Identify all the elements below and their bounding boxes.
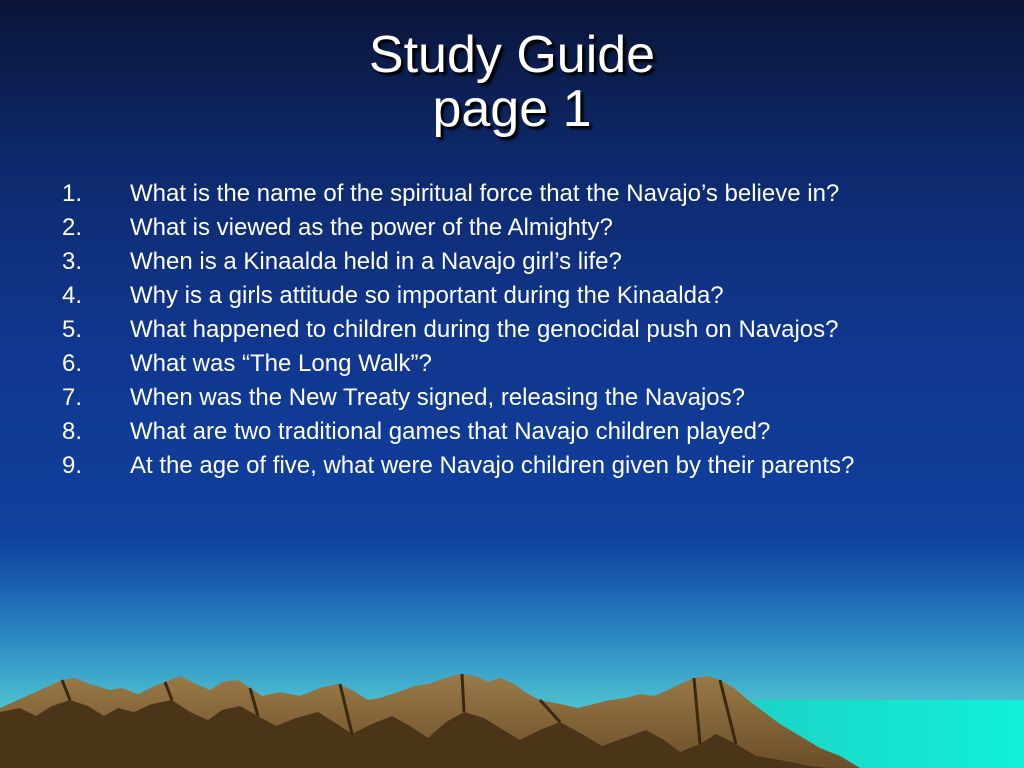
question-item — [62, 385, 962, 411]
title-line-2: page 1 — [432, 80, 592, 138]
question-number: 3. — [62, 248, 83, 275]
question-text: When was the New Treaty signed, releasing the Navajos? — [130, 384, 745, 411]
question-text: What is viewed as the power of the Almighty? — [130, 214, 613, 241]
question-item — [62, 351, 962, 377]
question-number: 5. — [62, 316, 83, 343]
question-item — [62, 283, 962, 309]
question-number: 7. — [62, 384, 83, 411]
title-line-1: Study Guide — [368, 26, 656, 84]
question-item — [62, 249, 962, 275]
question-text: What is the name of the spiritual force that the Navajo’s believe in? — [130, 180, 840, 207]
question-text: Why is a girls attitude so important during the Kinaalda? — [130, 282, 724, 309]
question-item — [62, 453, 962, 479]
question-list — [62, 181, 962, 487]
question-text: What are two traditional games that Navajo children played? — [130, 418, 771, 445]
question-text: What was “The Long Walk”? — [130, 350, 432, 377]
question-number: 4. — [62, 282, 83, 309]
question-item — [62, 181, 962, 207]
question-number: 8. — [62, 418, 83, 445]
question-text: When is a Kinaalda held in a Navajo girl’s life? — [130, 248, 622, 275]
question-item — [62, 215, 962, 241]
question-item — [62, 317, 962, 343]
question-text: What happened to children during the genocidal push on Navajos? — [130, 316, 839, 343]
slide-title — [0, 28, 1024, 136]
question-number: 6. — [62, 350, 83, 377]
question-item — [62, 419, 962, 445]
question-number: 9. — [62, 452, 83, 479]
question-number: 2. — [62, 214, 83, 241]
question-text: At the age of five, what were Navajo children given by their parents? — [130, 452, 855, 479]
question-number: 1. — [62, 180, 83, 207]
